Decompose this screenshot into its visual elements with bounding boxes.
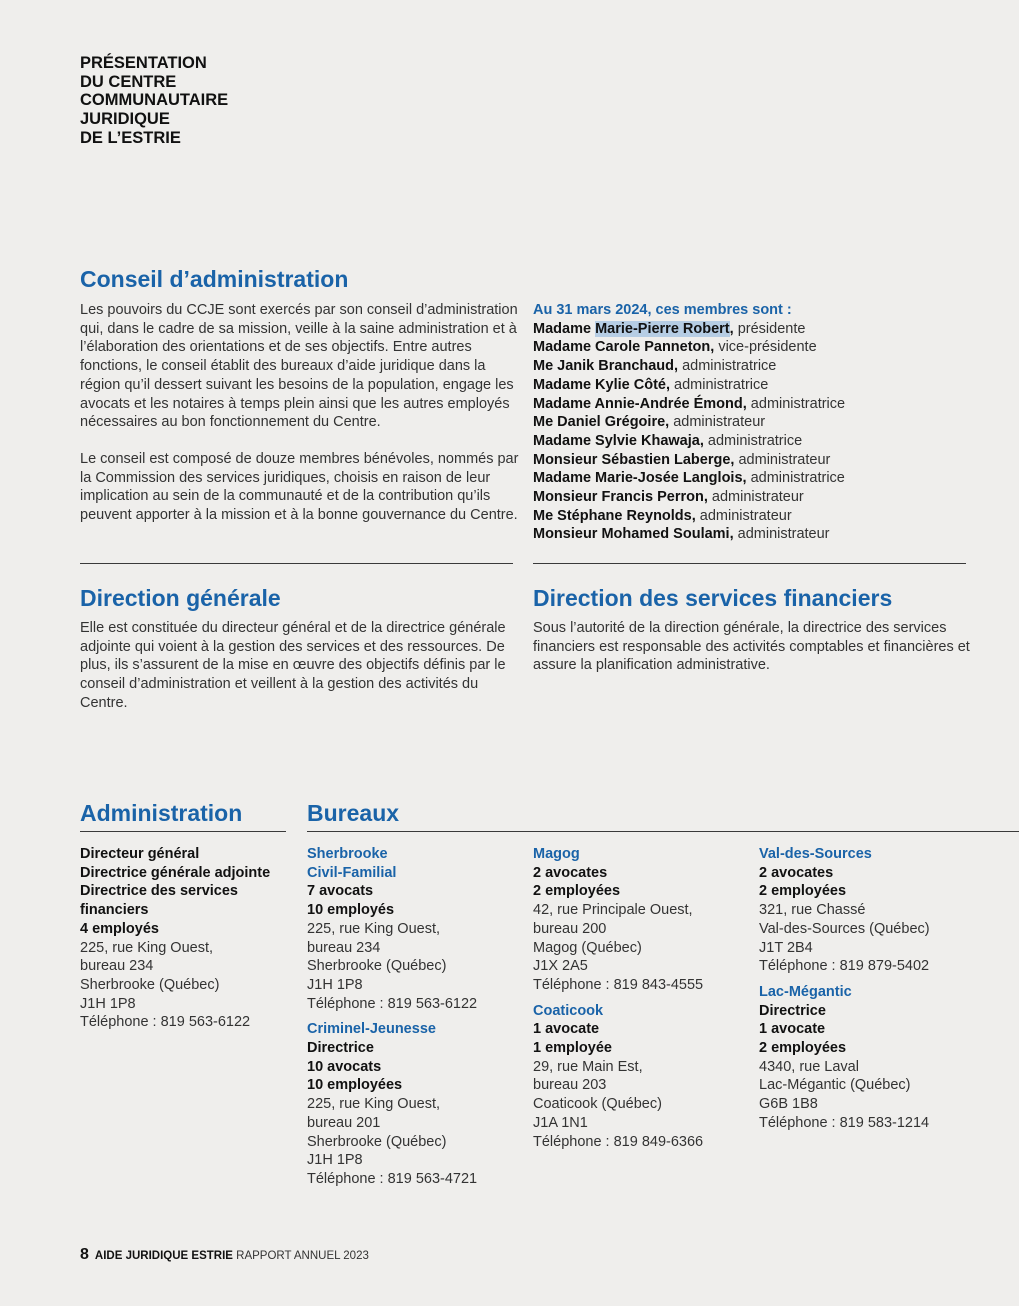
- phone-line: Téléphone : 819 583-1214: [759, 1114, 930, 1131]
- header-line: DU CENTRE: [80, 72, 177, 91]
- address-line: 225, rue King Ouest,: [80, 939, 213, 956]
- member-item: [533, 488, 973, 507]
- office-staff-line: 10 avocats: [307, 1058, 382, 1075]
- member-name: Madame Kylie Côté,: [533, 376, 670, 393]
- address-line: Coaticook (Québec): [533, 1096, 662, 1113]
- office-city: Coaticook: [533, 1002, 604, 1019]
- member-item: [533, 395, 973, 414]
- header-line: PRÉSENTATION: [80, 54, 207, 72]
- office-staff-line: 2 avocates: [759, 864, 834, 881]
- phone-line: Téléphone : 819 563-4721: [307, 1170, 478, 1187]
- member-role: présidente: [733, 320, 806, 337]
- header-line: DE L’ESTRIE: [80, 128, 181, 147]
- admin-staff-line: financiers: [80, 902, 149, 919]
- address-line: 29, rue Main Est,: [533, 1058, 643, 1075]
- direction-generale-title: Direction générale: [80, 585, 281, 611]
- member-name: Monsieur Sébastien Laberge,: [533, 451, 735, 468]
- address-line: Sherbrooke (Québec): [307, 958, 447, 975]
- member-role: administratrice: [746, 395, 846, 412]
- office-staff-line: 7 avocats: [307, 883, 374, 900]
- address-line: J1H 1P8: [80, 995, 136, 1012]
- member-title: Madame: [533, 320, 592, 337]
- address-line: bureau 234: [80, 958, 154, 975]
- direction-generale-paragraph: Elle est constituée du directeur général et de la directrice générale adjointe qui voient à la gestion des services et des ressources. De plus, ils s’assurent de la mise en œuvre des objectifs définis par le conseil d’administration et veillent à la gestion des activités du Centre.: [80, 620, 506, 711]
- member-item: [533, 451, 973, 470]
- office-division: Criminel-Jeunesse: [307, 1021, 436, 1038]
- member-item: [533, 338, 973, 357]
- address-line: 4340, rue Laval: [759, 1058, 859, 1075]
- office-staff-line: Directrice: [307, 1040, 374, 1057]
- direction-financiere-title: Direction des services financiers: [533, 585, 893, 611]
- conseil-paragraph-2: Le conseil est composé de douze membres bénévoles, nommés par la Commission des services juridiques, choisis en raison de leur implication au sein de la communauté et de la contribution qu’ils peuvent apporter à la mission et à la bonne gouvernance du Centre.: [80, 451, 519, 524]
- admin-staff-line: Directrice des services: [80, 883, 238, 900]
- member-name: Madame Carole Panneton,: [533, 339, 715, 356]
- admin-staff-line: 4 employés: [80, 920, 159, 937]
- bureaux-divider: [307, 831, 1019, 832]
- address-line: J1X 2A5: [533, 958, 588, 975]
- member-name: Monsieur Mohamed Soulami,: [533, 526, 734, 543]
- member-item: Madame Marie-Pierre Robert, présidente: [533, 320, 806, 337]
- address-line: Magog (Québec): [533, 939, 642, 956]
- member-name: Madame Annie-Andrée Émond,: [533, 395, 747, 412]
- member-item: [533, 357, 973, 376]
- members-heading: Au 31 mars 2024, ces membres sont :: [533, 302, 792, 318]
- member-name: Me Daniel Grégoire,: [533, 414, 670, 431]
- section-divider: [533, 563, 966, 564]
- member-name: Madame Marie-Josée Langlois,: [533, 470, 747, 487]
- member-item: [533, 432, 973, 451]
- address-line: 225, rue King Ouest,: [307, 1096, 440, 1113]
- member-item: [533, 376, 973, 395]
- administration-title: Administration: [80, 800, 243, 826]
- office-staff-line: 10 employées: [307, 1077, 403, 1094]
- member-role: administrateur: [707, 489, 804, 506]
- office-city: Val-des-Sources: [759, 846, 872, 862]
- address-line: Sherbrooke (Québec): [80, 976, 220, 993]
- office-staff-line: 1 employée: [533, 1040, 612, 1057]
- office-staff-line: 2 avocates: [533, 864, 608, 881]
- conseil-paragraph-1: Les pouvoirs du CCJE sont exercés par son conseil d’administration qui, dans le cadre de sa mission, veille à la saine administration et à l’élaboration des orientations et de ses objectifs. Entre autres fonctions, le conseil établit des bureaux d’aide juridique dans la région qu’il dessert suivant les besoins de la population, engage les avocats et les notaires à temps plein ainsi que les autres employés nécessaires au bon fonctionnement du Centre.: [80, 302, 518, 431]
- member-role: administrateur: [733, 526, 830, 543]
- office-city: Magog: [533, 846, 580, 862]
- address-line: J1T 2B4: [759, 939, 813, 956]
- conseil-section-title: Conseil d’administration: [80, 266, 349, 292]
- address-line: bureau 234: [307, 939, 381, 956]
- address-line: 42, rue Principale Ouest,: [533, 902, 693, 919]
- member-role: administratrice: [670, 376, 769, 393]
- office-staff-line: 2 employées: [759, 883, 847, 900]
- admin-staff-line: Directeur général: [80, 846, 200, 862]
- admin-staff-line: Directrice générale adjointe: [80, 864, 271, 881]
- offices-valdessources-lacmegantic: [759, 845, 974, 1133]
- address-line: J1A 1N1: [533, 1114, 588, 1131]
- member-role: vice-présidente: [714, 339, 817, 356]
- member-item: [533, 413, 973, 432]
- address-line: J1H 1P8: [307, 976, 363, 993]
- office-division: Civil-Familial: [307, 864, 397, 881]
- member-item: [533, 469, 973, 488]
- header-line: JURIDIQUE: [80, 110, 170, 129]
- member-role: administrateur: [669, 414, 766, 431]
- member-item: [533, 525, 973, 544]
- member-role: administrateur: [695, 507, 792, 524]
- member-name: Madame Sylvie Khawaja,: [533, 432, 704, 449]
- member-role: administrateur: [734, 451, 831, 468]
- address-line: bureau 201: [307, 1114, 381, 1131]
- page-number: 8: [80, 1246, 89, 1263]
- phone-line: Téléphone : 819 849-6366: [533, 1133, 704, 1150]
- office-staff-line: Directrice: [759, 1002, 826, 1019]
- footer-report-title: RAPPORT ANNUEL 2023: [232, 1250, 369, 1262]
- document-header-title: [80, 54, 228, 148]
- office-staff-line: 2 employées: [759, 1040, 847, 1057]
- office-staff-line: 1 avocate: [533, 1021, 600, 1038]
- section-divider: [80, 563, 513, 564]
- page-footer: [80, 1246, 369, 1264]
- header-line: COMMUNAUTAIRE: [80, 91, 229, 110]
- bureaux-title: Bureaux: [307, 800, 400, 826]
- address-line: bureau 203: [533, 1077, 607, 1094]
- member-name-highlighted[interactable]: Marie-Pierre Robert: [595, 320, 730, 337]
- address-line: Sherbrooke (Québec): [307, 1133, 447, 1150]
- phone-line: Téléphone : 819 563-6122: [307, 995, 478, 1012]
- office-staff-line: 2 employées: [533, 883, 621, 900]
- address-line: 321, rue Chassé: [759, 902, 866, 919]
- address-line: G6B 1B8: [759, 1096, 818, 1113]
- member-name: Me Janik Branchaud,: [533, 358, 679, 375]
- member-name: Monsieur Francis Perron,: [533, 489, 708, 506]
- member-item: [533, 507, 973, 526]
- phone-line: Téléphone : 819 879-5402: [759, 958, 930, 975]
- phone-line: Téléphone : 819 843-4555: [533, 976, 704, 993]
- address-line: bureau 200: [533, 920, 607, 937]
- office-city: Sherbrooke: [307, 846, 388, 862]
- address-line: 225, rue King Ouest,: [307, 920, 440, 937]
- offices-magog-coaticook: [533, 845, 748, 1151]
- address-line: J1H 1P8: [307, 1152, 363, 1169]
- footer-organization: AIDE JURIDIQUE ESTRIE: [94, 1250, 233, 1262]
- member-role: administratrice: [703, 432, 803, 449]
- office-city: Lac-Mégantic: [759, 983, 852, 1000]
- office-staff-line: 10 employés: [307, 902, 395, 919]
- address-line: Val-des-Sources (Québec): [759, 920, 930, 937]
- member-name: Me Stéphane Reynolds,: [533, 507, 696, 524]
- phone-line: Téléphone : 819 563-6122: [80, 1014, 251, 1031]
- board-members-list: [533, 301, 973, 544]
- office-sherbrooke: [307, 845, 522, 1189]
- administration-divider: [80, 831, 286, 832]
- direction-financiere-paragraph: Sous l’autorité de la direction générale, la directrice des services financiers est responsable des activités comptables et financières et assure la planification administrative.: [533, 620, 970, 674]
- member-role: administratrice: [746, 470, 845, 487]
- administration-column: [80, 845, 295, 1032]
- address-line: Lac-Mégantic (Québec): [759, 1077, 911, 1094]
- office-staff-line: 1 avocate: [759, 1021, 826, 1038]
- member-role: administratrice: [678, 358, 777, 375]
